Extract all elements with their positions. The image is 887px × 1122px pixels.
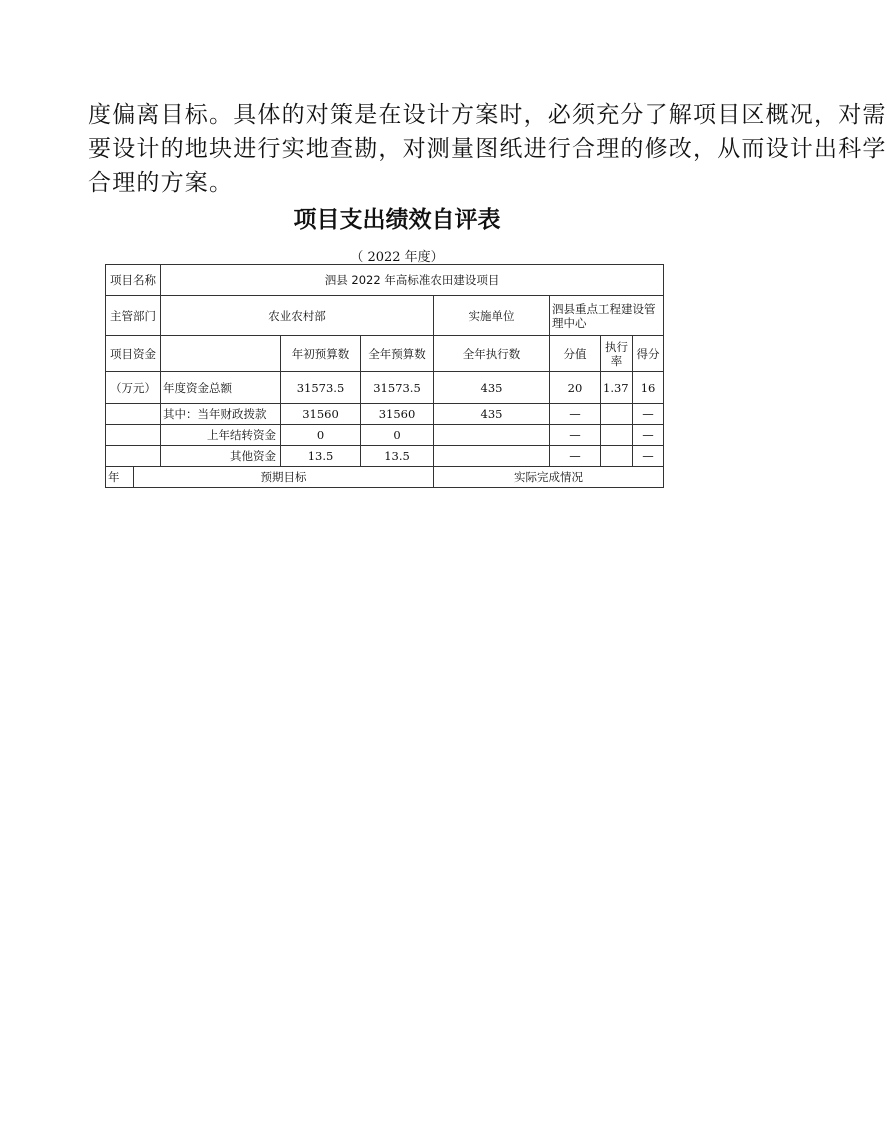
project-name-value: 泗县 2022 年高标准农田建设项目 <box>161 265 664 296</box>
cell-exec: 435 <box>434 404 550 425</box>
table-row <box>106 265 664 296</box>
cell-exec <box>434 425 550 446</box>
cell-rate <box>601 425 633 446</box>
empty-cell <box>106 425 161 446</box>
row-label: 其中：当年财政拨款 <box>161 404 281 425</box>
empty-cell <box>106 404 161 425</box>
paragraph-line: 度偏离目标。具体的对策是在设计方案时，必须充分了解项目区概况，对需 <box>88 102 887 128</box>
project-name-label: 项目名称 <box>106 265 161 296</box>
col-initial-header: 年初预算数 <box>281 336 361 372</box>
col-rate-header: 执行率 <box>601 336 633 372</box>
cell-score-value: 20 <box>550 372 601 404</box>
cell-rate <box>601 446 633 467</box>
cell-annual: 13.5 <box>361 446 434 467</box>
cell-score-value: — <box>550 404 601 425</box>
cell-score: 16 <box>633 372 664 404</box>
col-exec-header: 全年执行数 <box>434 336 550 372</box>
cell-annual: 31573.5 <box>361 372 434 404</box>
table-row <box>106 296 664 336</box>
goal-actual-header: 实际完成情况 <box>434 467 664 488</box>
cell-score-value: — <box>550 425 601 446</box>
funds-label: 项目资金 <box>106 336 161 372</box>
empty-cell <box>106 446 161 467</box>
table-row <box>106 372 664 404</box>
cell-initial: 0 <box>281 425 361 446</box>
cell-score: — <box>633 404 664 425</box>
cell-score-value: — <box>550 446 601 467</box>
table-row <box>106 425 664 446</box>
cell-initial: 31573.5 <box>281 372 361 404</box>
goal-expected-header: 预期目标 <box>134 467 434 488</box>
cell-initial: 31560 <box>281 404 361 425</box>
table-row <box>106 446 664 467</box>
cell-rate <box>601 404 633 425</box>
row-label: 上年结转资金 <box>161 425 281 446</box>
col-score-value-header: 分值 <box>550 336 601 372</box>
table-row <box>106 404 664 425</box>
year-label: （ 2022 年度） <box>350 250 444 265</box>
goal-year-label: 年 <box>106 467 134 488</box>
cell-annual: 31560 <box>361 404 434 425</box>
performance-table <box>105 264 664 488</box>
cell-score: — <box>633 446 664 467</box>
paragraph-line: 合理的方案。 <box>88 170 234 196</box>
table-title: 项目支出绩效自评表 <box>293 207 501 233</box>
impl-value: 泗县重点工程建设管理中心 <box>550 296 664 336</box>
empty-cell <box>161 336 281 372</box>
cell-initial: 13.5 <box>281 446 361 467</box>
cell-annual: 0 <box>361 425 434 446</box>
paragraph-line: 要设计的地块进行实地查勘，对测量图纸进行合理的修改，从而设计出科学 <box>88 136 887 162</box>
row-label: 其他资金 <box>161 446 281 467</box>
table-row <box>106 467 664 488</box>
cell-exec <box>434 446 550 467</box>
cell-rate: 1.37 <box>601 372 633 404</box>
col-score-header: 得分 <box>633 336 664 372</box>
impl-label: 实施单位 <box>434 296 550 336</box>
dept-label: 主管部门 <box>106 296 161 336</box>
dept-value: 农业农村部 <box>161 296 434 336</box>
body-paragraph <box>88 98 887 200</box>
funds-unit: （万元） <box>106 372 161 404</box>
table-header-row <box>106 336 664 372</box>
row-label: 年度资金总额 <box>161 372 281 404</box>
cell-exec: 435 <box>434 372 550 404</box>
cell-score: — <box>633 425 664 446</box>
col-annual-header: 全年预算数 <box>361 336 434 372</box>
